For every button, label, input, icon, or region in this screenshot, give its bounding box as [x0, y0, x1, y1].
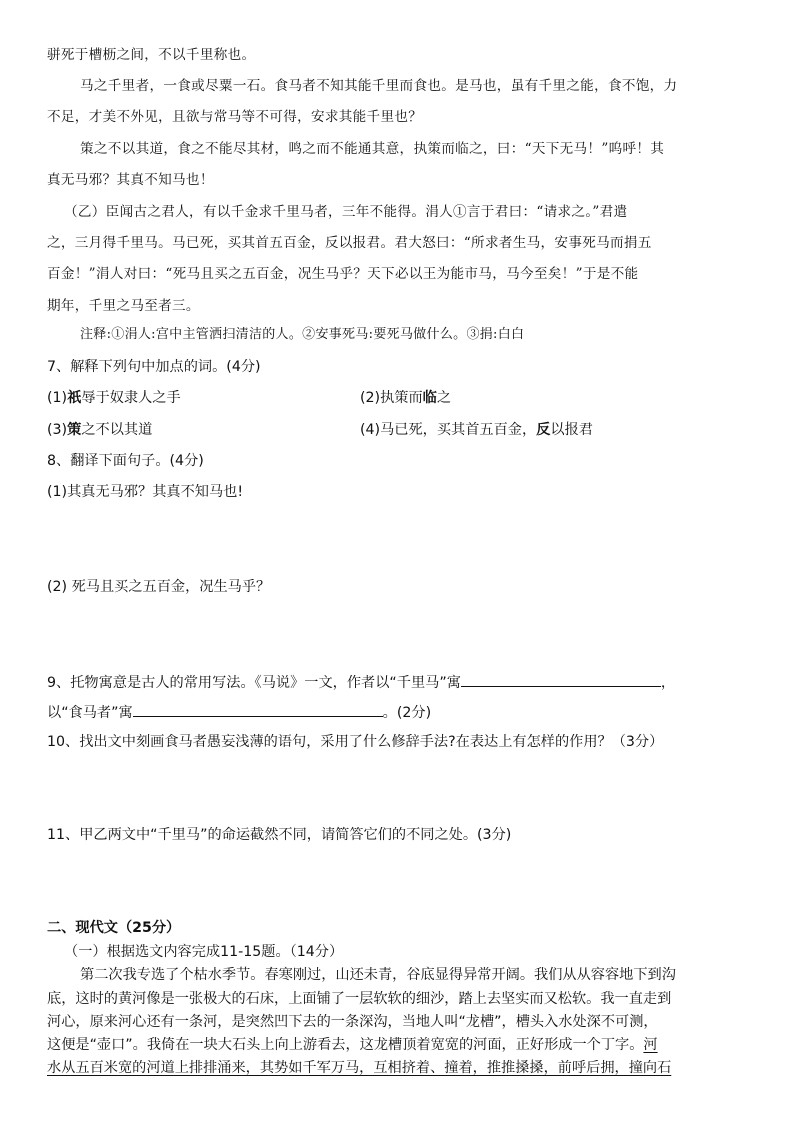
- q9-punct: ，: [660, 675, 676, 691]
- q9-text: 9、托物寓意是古人的常用写法。《马说》一文，作者以“千里马”寓: [47, 675, 461, 691]
- dotted-word: 祇: [67, 390, 82, 406]
- passage-a-line: 骈死于槽枥之间，不以千里称也。: [47, 47, 256, 63]
- passage-b-line: 百金！”涓人对曰：“死马且买之五百金，况生马乎？天下必以王为能市马，马今至矣！”于是不能: [47, 266, 639, 282]
- underlined-text-line: 水从五百米宽的河道上排排涌来，其势如千军万马，互相挤着、撞着，推推搡搡，前呼后拥，撞向石: [47, 1060, 672, 1076]
- section-heading: 二、现代文（25分）: [47, 920, 181, 936]
- item-suffix: 辱于奴隶人之手: [81, 390, 181, 406]
- modern-text-line: 底，这时的黄河像是一张极大的石床，上面铺了一层软软的细沙，踏上去坚实而又松软。我一直走到: [47, 991, 672, 1007]
- item-suffix: 以报君: [550, 422, 593, 438]
- item-prefix: (3): [47, 422, 68, 438]
- item-suffix: 之: [436, 390, 452, 406]
- modern-text-line: 第二次我专选了个枯水季节。春寒刚过，山还未青，谷底显得异常开阔。我们从从容容地下到沟: [80, 967, 676, 983]
- question-8-item-1: (1)其真无马邪？其真不知马也!: [47, 484, 244, 500]
- question-11-stem: 11、甲乙两文中“千里马”的命运截然不同，请简答它们的不同之处。(3分): [47, 827, 512, 843]
- notes: 注释:①涓人:宫中主管洒扫清洁的人。②安事死马:要死马做什么。③捐:白白: [80, 327, 525, 342]
- dotted-word: 临: [422, 390, 437, 406]
- dotted-word: 反: [536, 422, 551, 438]
- question-8-stem: 8、翻译下面句子。(4分): [47, 453, 204, 469]
- question-10-stem: 10、找出文中刻画食马者愚妄浅薄的语句，采用了什么修辞手法?在表达上有怎样的作用？（3分）: [47, 734, 664, 750]
- answer-blank-2[interactable]: [133, 702, 383, 717]
- dotted-word: 策: [67, 422, 82, 438]
- item-prefix: (1): [47, 390, 68, 406]
- question-7-item-2: [360, 389, 451, 407]
- item-suffix: 之不以其道: [81, 422, 153, 438]
- question-7-item-3: [47, 421, 152, 439]
- question-9-line-2: [47, 702, 431, 722]
- passage-a-line: 马之千里者，一食或尽粟一石。食马者不知其能千里而食也。是马也，虽有千里之能，食不饱，力: [80, 78, 678, 94]
- section-subheading: （一）根据选文内容完成11-15题。（14分）: [64, 944, 344, 960]
- passage-b-line: （乙）臣闻古之君人，有以千金求千里马者，三年不能得。涓人①言于君曰：“请求之。”君遣: [64, 204, 628, 220]
- q9-text: 以“食马者”寓: [47, 705, 133, 721]
- modern-text-line: 河心，原来河心还有一条河，是突然凹下去的一条深沟，当地人叫“龙槽”，槽头入水处深不可测，: [47, 1014, 658, 1030]
- question-9-line-1: [47, 672, 675, 692]
- passage-a-line: 策之不以其道，食之不能尽其材，鸣之而不能通其意，执策而临之，曰：“天下无马！”呜呼！其: [80, 141, 665, 157]
- item-prefix: (2)执策而: [360, 390, 423, 406]
- passage-b-line: 期年，千里之马至者三。: [47, 298, 200, 314]
- answer-blank-1[interactable]: [461, 672, 661, 687]
- passage-a-line: 不足，才美不外见，且欲与常马等不可得，安求其能千里也？: [47, 109, 423, 125]
- passage-b-line: 之，三月得千里马。马已死，买其首五百金，反以报君。君大怒曰：“所求者生马，安事死马而捐五: [47, 235, 652, 251]
- question-7-stem: 7、解释下列句中加点的词。(4分): [47, 359, 261, 375]
- passage-a-line: 真无马邪？其真不知马也！: [47, 172, 214, 188]
- underlined-text: 河: [643, 1037, 658, 1053]
- question-7-item-1: [47, 389, 181, 407]
- question-7-item-4: [360, 421, 593, 439]
- q9-suffix: 。(2分): [382, 705, 432, 721]
- question-8-item-2: (2) 死马且买之五百金，况生马乎？: [47, 579, 271, 595]
- text-run: 这便是“壶口”。我倚在一块大石头上向上游看去，这龙槽顶着宽宽的河面，正好形成一个丁字。: [47, 1037, 644, 1053]
- item-prefix: (4)马已死，买其首五百金，: [360, 422, 537, 438]
- modern-text-line: [47, 1036, 658, 1054]
